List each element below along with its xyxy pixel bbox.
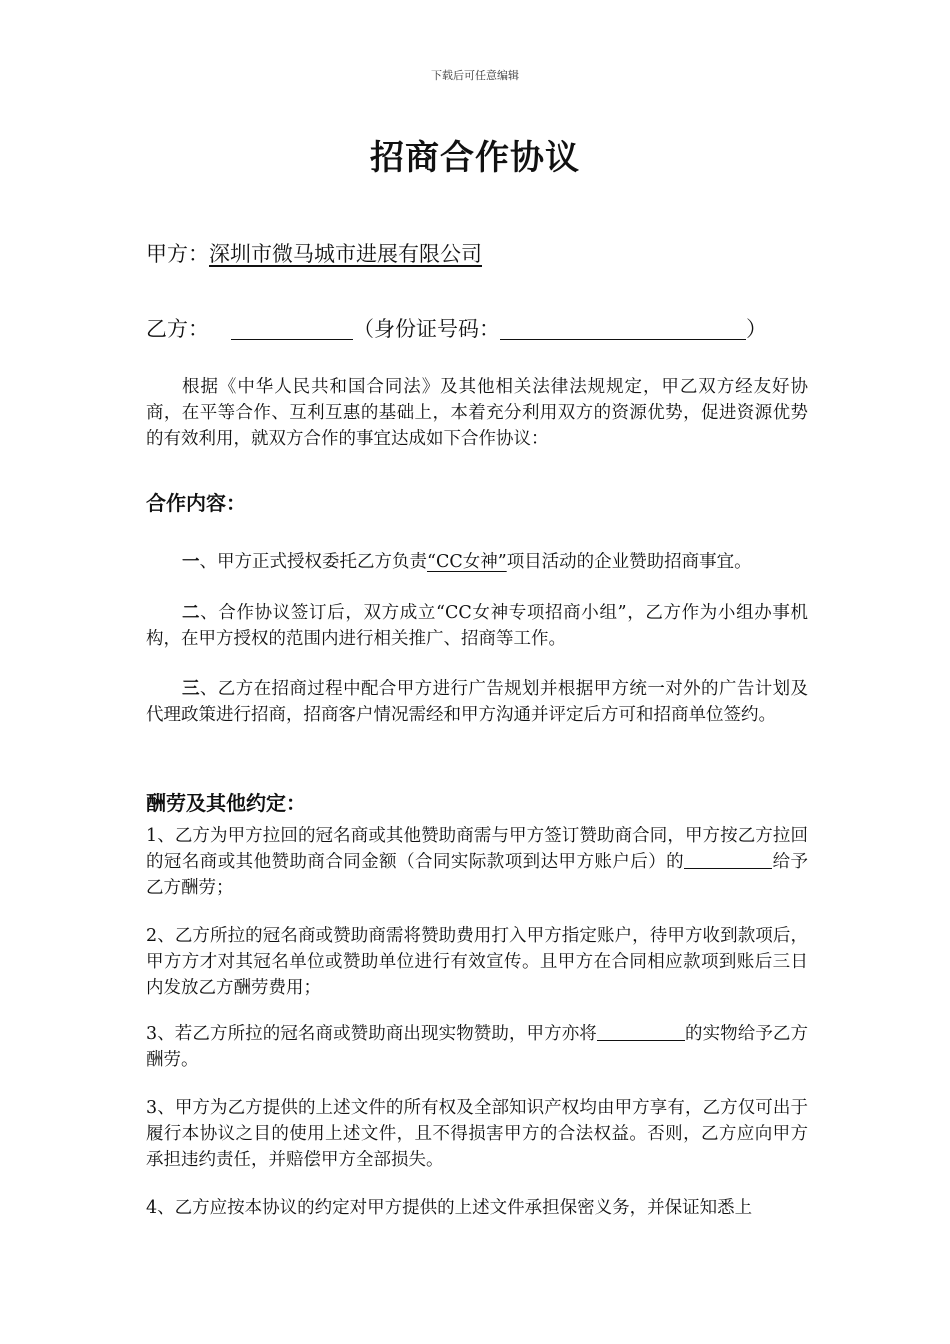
section-heading-compensation: 酬劳及其他约定： xyxy=(146,791,306,815)
clause-number: 一 xyxy=(182,552,200,572)
compensation-clause-4: 3、甲方为乙方提供的上述文件的所有权及全部知识产权均由甲方享有，乙方仅可出于履行本协议之目的使用上述文件，且不得损害甲方的合法权益。否则，乙方应向甲方承担违约责任，并赔偿甲方全部损失。 xyxy=(146,1098,808,1170)
party-b-id-close: ） xyxy=(746,317,767,341)
party-b-label: 乙方： xyxy=(146,317,209,341)
intro-paragraph: 根据《中华人民共和国合同法》及其他相关法律法规规定，甲乙双方经友好协商，在平等合作、互利互惠的基础上，本着充分利用双方的资源优势，促进资源优势的有效利用，就双方合作的事宜达成如下合作协议： xyxy=(146,377,808,449)
clause-item-1 xyxy=(146,549,808,575)
party-a-label: 甲方： xyxy=(146,242,209,266)
party-b-name-blank xyxy=(231,317,353,340)
party-b-id-label: （身份证号码： xyxy=(353,317,500,341)
compensation-clause-2: 2、乙方所拉的冠名商或赞助商需将赞助费用打入甲方指定账户，待甲方收到款项后，甲方方才对其冠名单位或赞助单位进行有效宣传。且甲方在合同相应款项到账后三日内发放乙方酬劳费用； xyxy=(146,926,808,998)
percentage-blank xyxy=(684,852,772,869)
section-heading-content: 合作内容： xyxy=(146,491,246,515)
goods-ratio-blank xyxy=(597,1024,685,1041)
party-a-name: 深圳市微马城市进展有限公司 xyxy=(209,242,482,266)
clause-text: 、乙方在招商过程中配合甲方进行广告规划并根据甲方统一对外的广告计划及代理政策进行招商，招商客户情况需经和甲方沟通并评定后方可和招商单位签约。 xyxy=(146,679,809,725)
clause-text: 、合作协议签订后，双方成立“CC女神专项招商小组”，乙方作为小组办事机构，在甲方授权的范围内进行相关推广、招商等工作。 xyxy=(146,603,809,649)
clause-text: 、甲方正式授权委托乙方负责 xyxy=(199,552,427,572)
clause-text: 3、若乙方所拉的冠名商或赞助商出现实物赞助，甲方亦将 xyxy=(146,1024,597,1044)
clause-item-3 xyxy=(146,676,808,728)
clause-item-2 xyxy=(146,600,808,652)
party-b-id-blank xyxy=(500,317,746,340)
clause-text: 给予乙方酬劳； xyxy=(146,852,808,898)
clause-number: 二 xyxy=(182,603,201,623)
party-b-line xyxy=(146,313,767,343)
document-title: 招商合作协议 xyxy=(370,138,580,178)
party-a-line xyxy=(146,238,482,268)
project-name: “CC女神” xyxy=(427,552,507,572)
header-note: 下载后可任意编辑 xyxy=(431,69,519,82)
clause-text: 的实物给予乙方酬劳。 xyxy=(146,1024,808,1070)
clause-text: 项目活动的企业赞助招商事宜。 xyxy=(506,552,752,572)
clause-number: 三 xyxy=(182,679,200,699)
compensation-clause-5: 4、乙方应按本协议的约定对甲方提供的上述文件承担保密义务，并保证知悉上 xyxy=(146,1198,753,1218)
compensation-clause-3 xyxy=(146,1021,808,1073)
compensation-clause-1 xyxy=(146,823,808,901)
clause-text: 1、乙方为甲方拉回的冠名商或其他赞助商需与甲方签订赞助商合同，甲方按乙方拉回的冠名商或其他赞助商合同金额（合同实际款项到达甲方账户后）的 xyxy=(146,826,808,872)
